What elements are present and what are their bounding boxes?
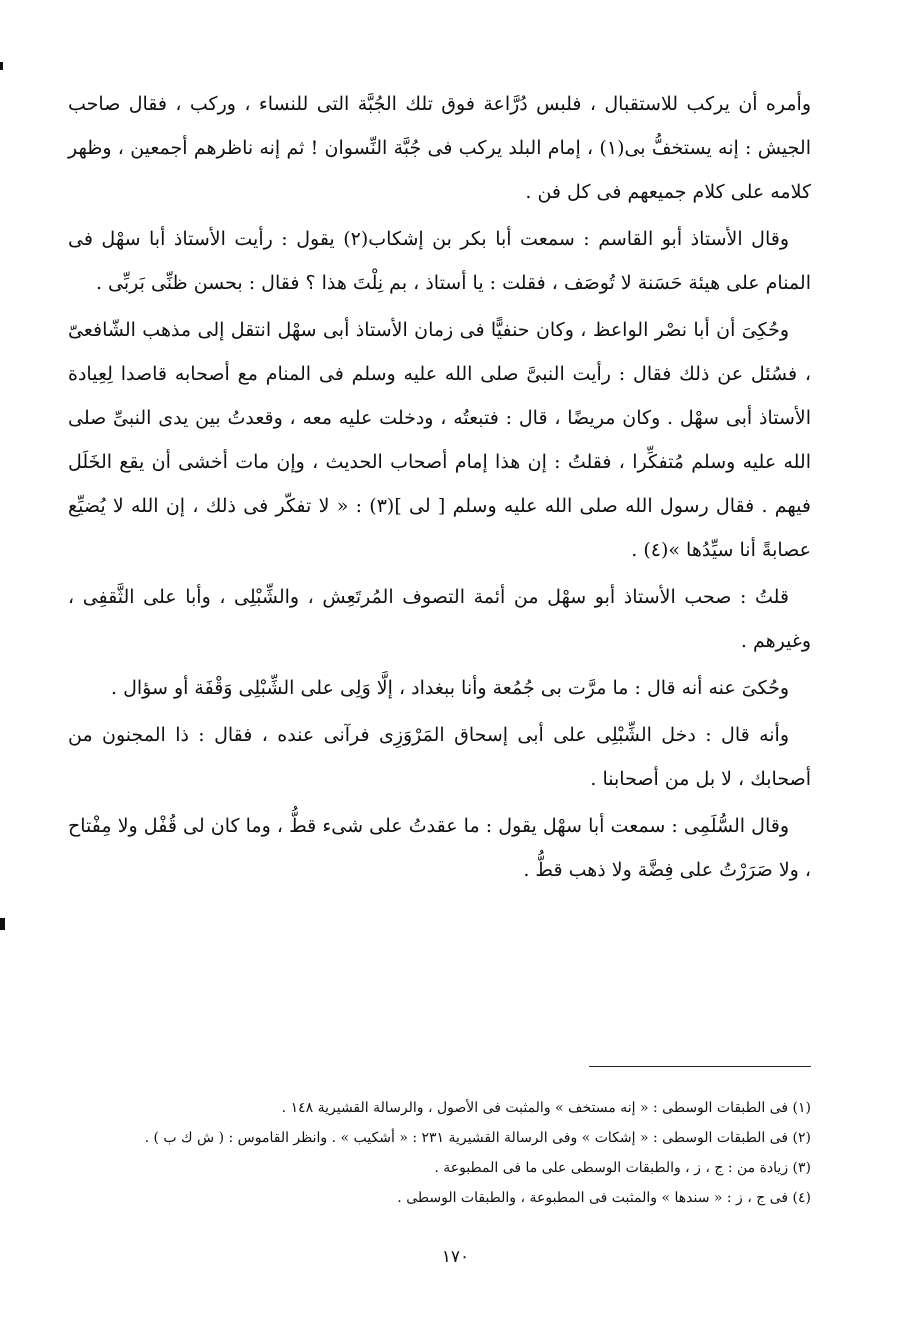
paragraph: وقال السُّلَمِى : سمعت أبا سهْل يقول : ما عقدتُ على شىء قطُّ ، وما كان لى قُفْل ولا مِفْتاح ، ولا صَرَرْتُ على فِضَّة ولا ذهب قطُّ . [68, 815, 811, 881]
main-text [68, 82, 811, 895]
footnotes [70, 1093, 811, 1213]
edge-mark [0, 918, 5, 930]
footnote: (١) فى الطبقات الوسطى : « إنه مستخف » والمثبت فى الأصول ، والرسالة القشيرية ١٤٨ . [281, 1100, 811, 1116]
footnote: (٤) فى ج ، ز : « سندها » والمثبت فى المطبوعة ، والطبقات الوسطى . [397, 1190, 811, 1206]
footnote: (٣) زيادة من : ج ، ز ، والطبقات الوسطى على ما فى المطبوعة . [434, 1160, 811, 1176]
edge-mark [0, 62, 3, 70]
footnote: (٢) فى الطبقات الوسطى : « إشكات » وفى الرسالة القشيرية ٢٣١ : « أشكيب » . وانظر القاموس : ( ش ك ب ) . [144, 1130, 811, 1146]
paragraph: وأمره أن يركب للاستقبال ، فلبس دُرَّاعة فوق تلك الجُبَّة التى للنساء ، وركب ، فقال صاحب الجيش : إنه يستخفُّ بى(١) ، إمام البلد يركب فى جُبَّة النِّسوان ! ثم إنه ناظرهم أجمعين ، وظهر كلامه على كلام جميعهم فى كل فن . [68, 93, 811, 203]
paragraph: وأنه قال : دخل الشِّبْلِى على أبى إسحاق المَرْوَزِى فرآنى عنده ، فقال : ذا المجنون من أصحابك ، لا بل من أصحابنا . [68, 724, 811, 790]
paragraph: وقال الأستاذ أبو القاسم : سمعت أبا بكر بن إشكاب(٢) يقول : رأيت الأستاذ أبا سهْل فى المنام على هيئة حَسَنة لا تُوصَف ، فقلت : يا أستاذ ، بم نِلْتَ هذا ؟ فقال : بحسن ظنِّى بَربِّى . [68, 228, 811, 294]
paragraph: وحُكِىَ أن أبا نصْر الواعظ ، وكان حنفيًّا فى زمان الأستاذ أبى سهْل انتقل إلى مذهب الشّافعىّ ، فسُئل عن ذلك فقال : رأيت النبىَّ صلى الله عليه وسلم فى المنام مع أصحابه قاصدا لِعِيادة الأستاذ أبى سهْل . وكان مريضًا ، قال : فتبعتُه ، ودخلت عليه معه ، وقعدتُ بين يدى النبىِّ صلى الله عليه وسلم مُتفكِّرا ، فقلتُ : إن هذا إمام أصحاب الحديث ، وإن مات أخشى أن يقع الخَلَل فيهم . فقال رسول الله صلى الله عليه وسلم [ لى ](٣) : « لا تفكّر فى ذلك ، إن الله لا يُضيِّع عصابةً أنا سيِّدُها »(٤) . [68, 319, 812, 561]
footnote-divider [589, 1066, 811, 1067]
page-number: ١٧٠ [441, 1247, 470, 1267]
paragraph: قلتُ : صحب الأستاذ أبو سهْل من أئمة التصوف المُرتَعِش ، والشِّبْلِى ، وأبا على الثَّقفِى ، وغيرهم . [68, 586, 811, 652]
paragraph: وحُكىَ عنه أنه قال : ما مرَّت بى جُمُعة وأنا ببغداد ، إلَّا وَلِى على الشِّبْلِى وَقْفَة أو سؤال . [111, 677, 789, 699]
